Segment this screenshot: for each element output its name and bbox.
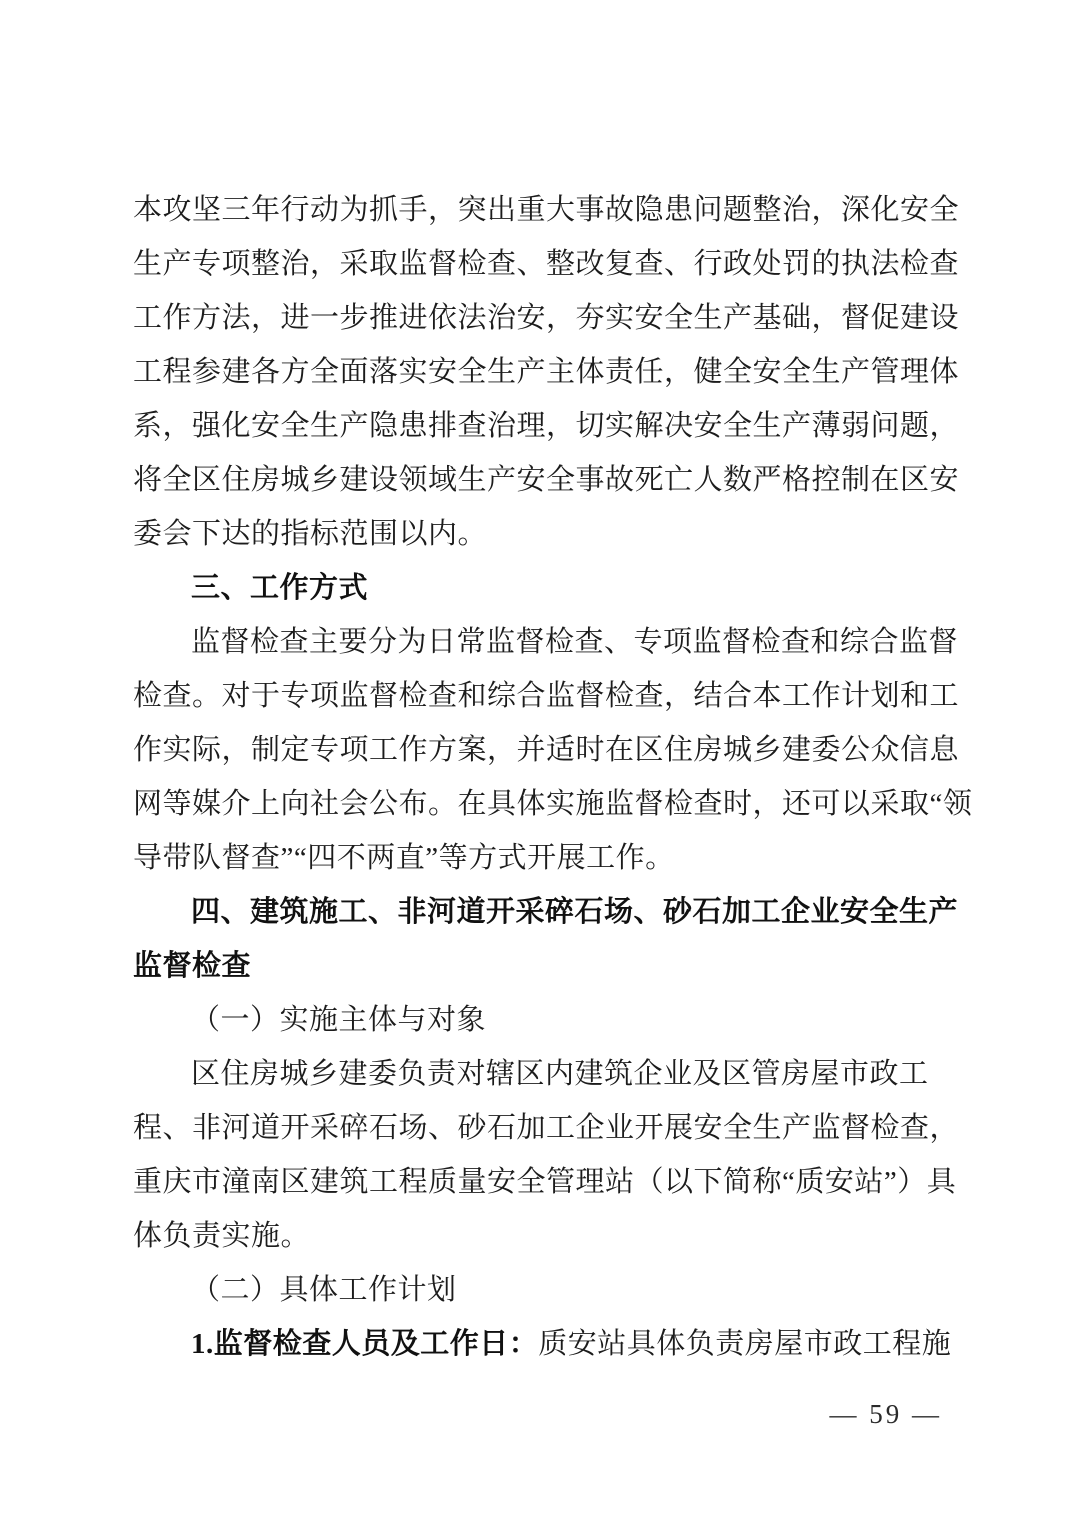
text-segment: 检查。对于专项监督检查和综合监督检查，结合本工作计划和工 [133,680,960,712]
text-line [133,1263,945,1317]
text-segment: （一）实施主体与对象 [191,1004,487,1036]
text-segment: 网等媒介上向社会公布。在具体实施监督检查时，还可以采取“领 [133,788,973,820]
text-line [133,831,945,885]
text-line [133,993,945,1047]
text-segment: 体负责实施。 [133,1220,311,1252]
text-line [133,183,960,237]
text-line [133,885,959,939]
text-segment: 区住房城乡建委负责对辖区内建筑企业及区管房屋市政工 [191,1058,929,1090]
text-segment-bold: 1.监督检查人员及工作日： [191,1328,539,1360]
text-line [133,1101,960,1155]
text-segment: 本攻坚三年行动为抓手，突出重大事故隐患问题整治，深化安全 [133,194,960,226]
text-segment: 重庆市潼南区建筑工程质量安全管理站（以下简称“质安站”）具 [133,1166,957,1198]
text-segment: 质安站具体负责房屋市政工程施 [538,1328,952,1360]
text-segment: 程、非河道开采碎石场、砂石加工企业开展安全生产监督检查， [133,1112,960,1144]
text-segment-bold: 三、工作方式 [191,572,369,604]
text-line [133,939,945,993]
text-line [133,345,960,399]
text-line [133,561,945,615]
text-segment: 监督检查主要分为日常监督检查、专项监督检查和综合监督 [191,626,959,658]
text-line [133,669,960,723]
text-line [133,1209,945,1263]
text-segment: 工作方法，进一步推进依法治安，夯实安全生产基础，督促建设 [133,302,960,334]
text-line [133,1155,957,1209]
text-line [133,615,959,669]
text-segment: 委会下达的指标范围以内。 [133,518,488,550]
text-segment-bold: 监督检查 [133,950,252,982]
text-line [133,453,960,507]
page-number: — 59 — [829,1399,942,1429]
text-segment: 生产专项整治，采取监督检查、整改复查、行政处罚的执法检查 [133,248,960,280]
text-line [133,1047,945,1101]
text-segment: 将全区住房城乡建设领域生产安全事故死亡人数严格控制在区安 [133,464,960,496]
text-segment-bold: 四、建筑施工、非河道开采碎石场、砂石加工企业安全生产 [191,896,959,928]
text-segment: 作实际，制定专项工作方案，并适时在区住房城乡建委公众信息 [133,734,960,766]
text-line [133,399,960,453]
text-line [133,1317,952,1371]
document-body [133,183,973,1371]
text-line [133,723,960,777]
text-segment: 工程参建各方全面落实安全生产主体责任，健全安全生产管理体 [133,356,960,388]
text-segment: （二）具体工作计划 [191,1274,457,1306]
text-segment: 系，强化安全生产隐患排查治理，切实解决安全生产薄弱问题， [133,410,960,442]
text-line [133,507,945,561]
text-line [133,291,960,345]
text-line [133,777,973,831]
text-line [133,237,960,291]
text-segment: 导带队督查”“四不两直”等方式开展工作。 [133,842,675,874]
